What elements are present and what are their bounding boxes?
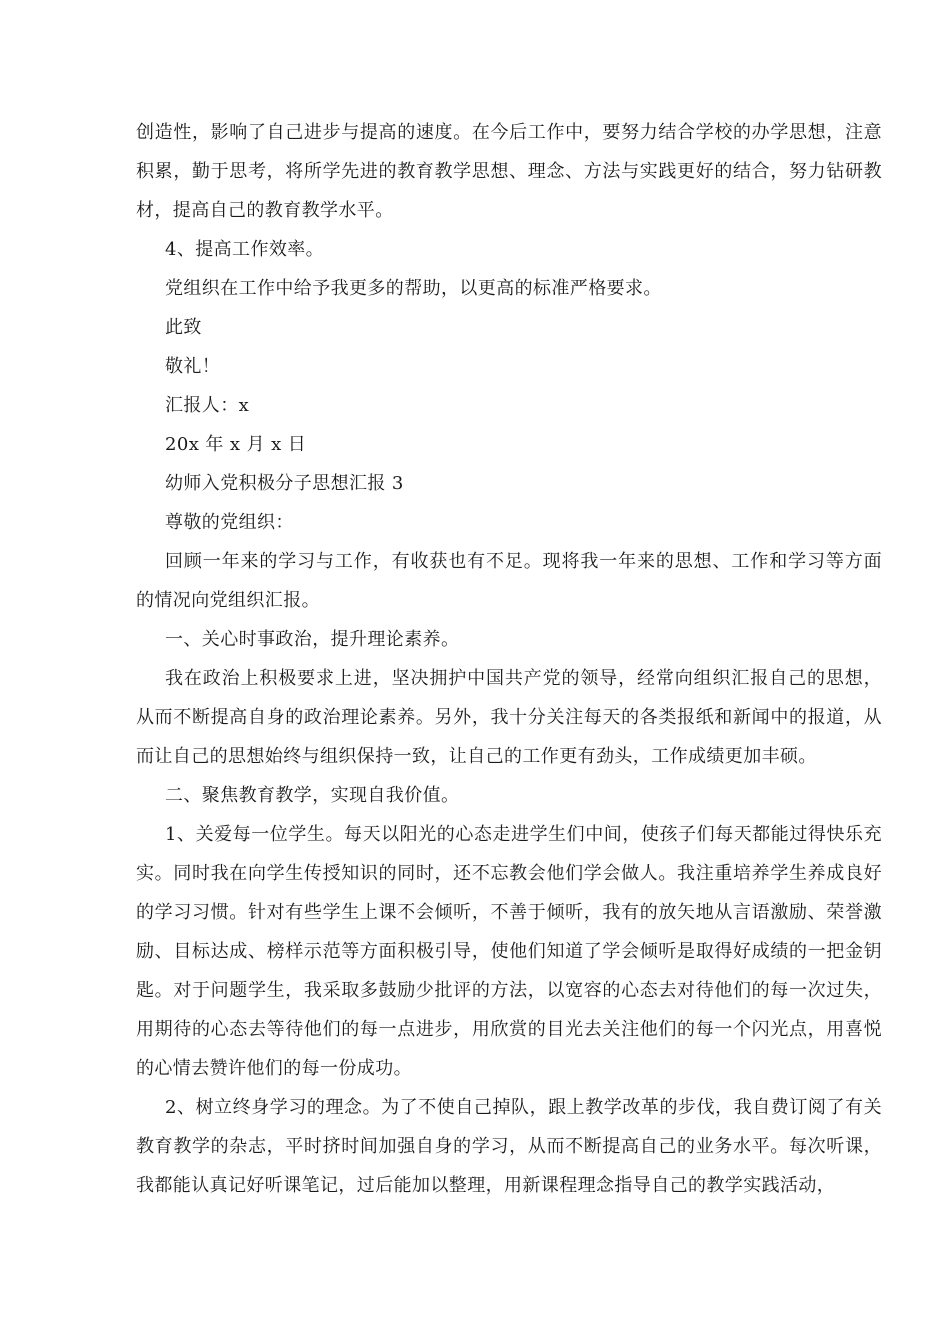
report-title: 幼师入党积极分子思想汇报 3 xyxy=(165,473,404,494)
paragraph-item-4-heading: 4、提高工作效率。 xyxy=(165,239,325,260)
reporter-name: 汇报人：x xyxy=(165,395,250,416)
closing-respect: 敬礼！ xyxy=(165,356,221,377)
closing-salutation: 此致 xyxy=(165,317,202,338)
greeting: 尊敬的党组织： xyxy=(165,512,294,533)
section-heading-2: 二、聚焦教育教学，实现自我价值。 xyxy=(165,785,460,806)
document-body xyxy=(136,113,882,1205)
paragraph-lifelong-learning: 2、树立终身学习的理念。为了不使自己掉队，跟上教学改革的步伐，我自费订阅了有关教育教学的杂志，平时挤时间加强自身的学习，从而不断提高自己的业务水平。每次听课，我都能认真记好听课笔记，过后能加以整理，用新课程理念指导自己的教学实践活动， xyxy=(136,1097,882,1196)
paragraph-politics: 我在政治上积极要求上进，坚决拥护中国共产党的领导，经常向组织汇报自己的思想，从而不断提高自身的政治理论素养。另外，我十分关注每天的各类报纸和新闻中的报道，从而让自己的思想始终与组织保持一致，让自己的工作更有劲头，工作成绩更加丰硕。 xyxy=(136,668,882,767)
section-heading-1: 一、关心时事政治，提升理论素养。 xyxy=(165,629,460,650)
report-date: 20x 年 x 月 x 日 xyxy=(165,434,307,455)
paragraph-care-students: 1、关爱每一位学生。每天以阳光的心态走进学生们中间，使孩子们每天都能过得快乐充实。同时我在向学生传授知识的同时，还不忘教会他们学会做人。我注重培养学生养成良好的学习习惯。针对有些学生上课不会倾听，不善于倾听，我有的放矢地从言语激励、荣誉激励、目标达成、榜样示范等方面积极引导，使他们知道了学会倾听是取得好成绩的一把金钥匙。对于问题学生，我采取多鼓励少批评的方法，以宽容的心态去对待他们的每一次过失，用期待的心态去等待他们的每一点进步，用欣赏的目光去关注他们的每一个闪光点，用喜悦的心情去赞许他们的每一份成功。 xyxy=(136,824,882,1079)
paragraph-intro: 回顾一年来的学习与工作，有收获也有不足。现将我一年来的思想、工作和学习等方面的情况向党组织汇报。 xyxy=(136,551,882,611)
paragraph-party-help: 党组织在工作中给予我更多的帮助，以更高的标准严格要求。 xyxy=(165,278,662,299)
paragraph-continuation: 创造性，影响了自己进步与提高的速度。在今后工作中，要努力结合学校的办学思想，注意积累，勤于思考，将所学先进的教育教学思想、理念、方法与实践更好的结合，努力钻研教材，提高自己的教育教学水平。 xyxy=(136,122,882,221)
